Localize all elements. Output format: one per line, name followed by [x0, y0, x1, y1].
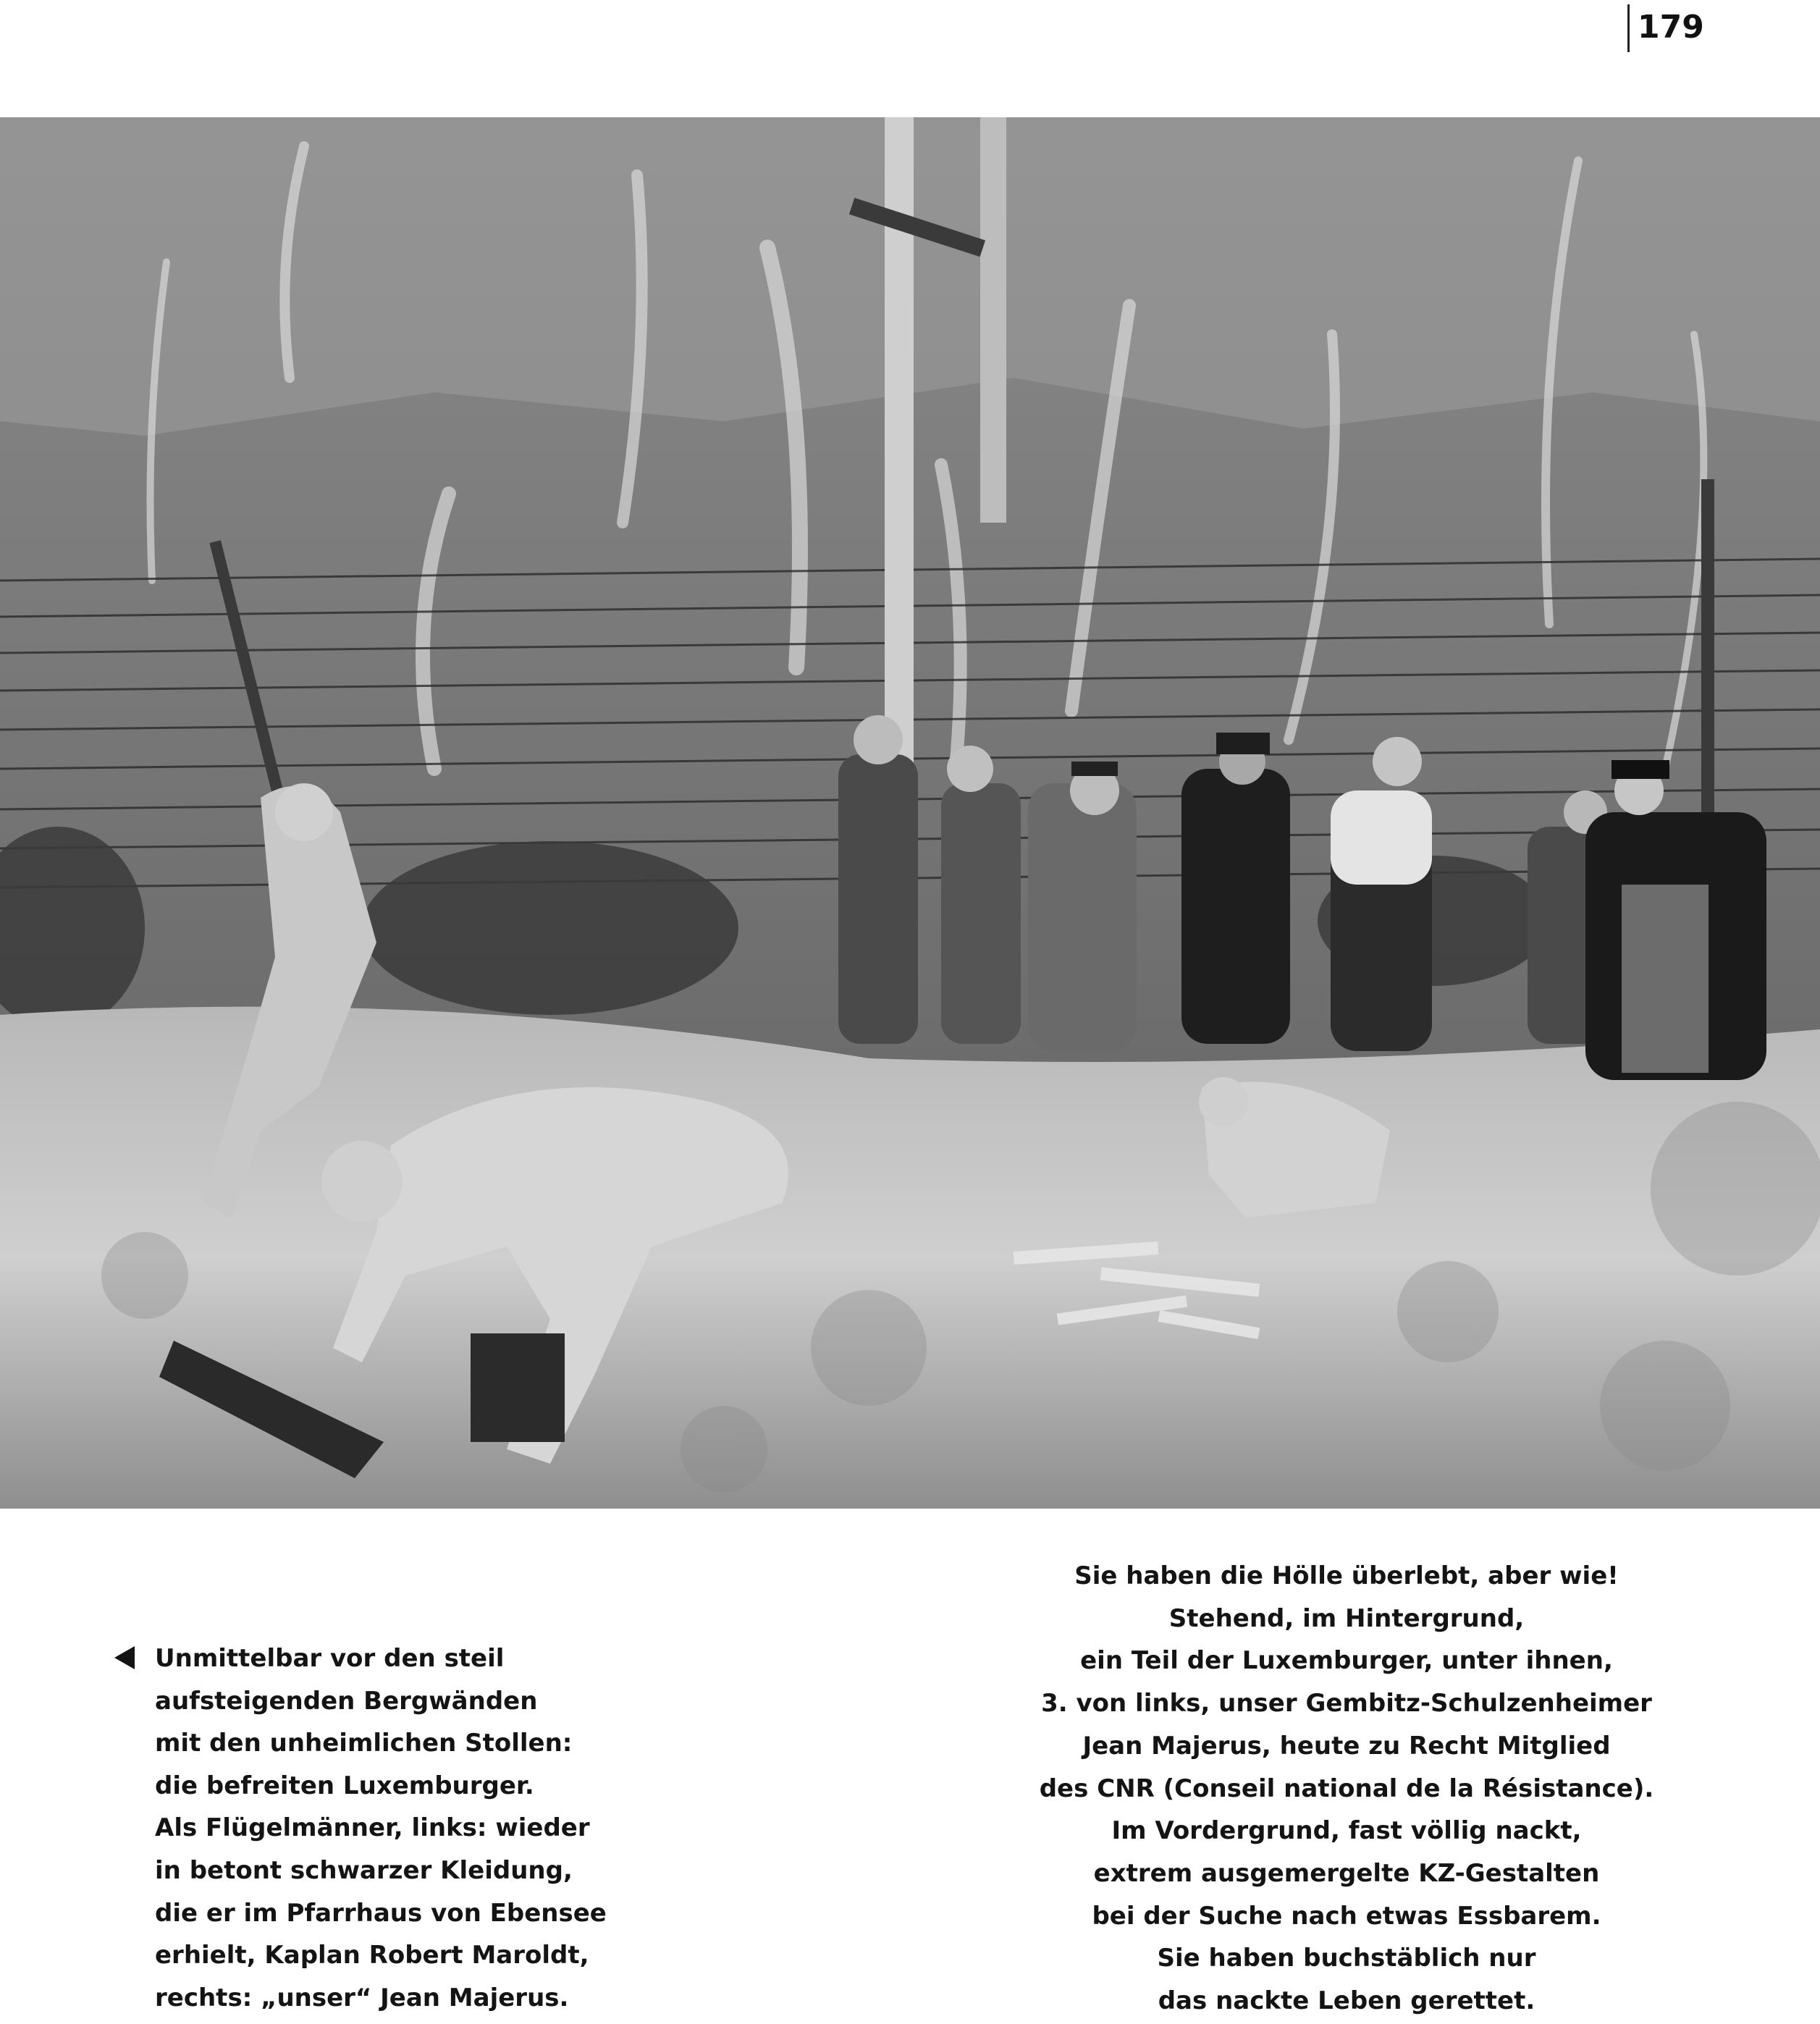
caption-left-line: erhielt, Kaplan Robert Maroldt, [155, 1941, 589, 1970]
left-triangle-icon [114, 1646, 135, 1669]
caption-left-line: Als Flügelmänner, links: wieder [155, 1813, 590, 1843]
caption-left-line: rechts: „unser“ Jean Majerus. [155, 1983, 569, 2012]
caption-right-line: des CNR (Conseil national de la Résistance). [1039, 1774, 1654, 1803]
caption-right-line: Sie haben die Hölle überlebt, aber wie! [1074, 1561, 1619, 1590]
caption-right [999, 1555, 1694, 2023]
caption-left-line: aufsteigenden Bergwänden [155, 1686, 538, 1716]
historic-photograph [0, 117, 1820, 1509]
caption-right-line: das nackte Leben gerettet. [1158, 1986, 1535, 2016]
caption-left-line: mit den unheimlichen Stollen: [155, 1729, 573, 1758]
caption-right-line: extrem ausgemergelte KZ-Gestalten [1093, 1858, 1600, 1888]
caption-right-line: Im Vordergrund, fast völlig nackt, [1111, 1816, 1582, 1846]
caption-right-line: Jean Majerus, heute zu Recht Mitglied [1082, 1731, 1611, 1761]
caption-right-line: Stehend, im Hintergrund, [1168, 1603, 1525, 1633]
caption-left-line: Unmittelbar vor den steil [155, 1644, 505, 1673]
caption-right-line: 3. von links, unser Gembitz-Schulzenheimer [1041, 1689, 1652, 1719]
page-number: 179 [1638, 9, 1704, 46]
page-number-divider [1627, 4, 1630, 52]
caption-right-line: bei der Suche nach etwas Essbarem. [1092, 1901, 1601, 1931]
caption-left-line: in betont schwarzer Kleidung, [155, 1855, 573, 1885]
caption-left [114, 1637, 665, 2019]
caption-right-line: ein Teil der Luxemburger, unter ihnen, [1080, 1646, 1613, 1676]
caption-left-line: die befreiten Luxemburger. [155, 1771, 534, 1800]
caption-left-line: die er im Pfarrhaus von Ebensee [155, 1898, 607, 1928]
caption-right-line: Sie haben buchstäblich nur [1157, 1944, 1536, 1973]
